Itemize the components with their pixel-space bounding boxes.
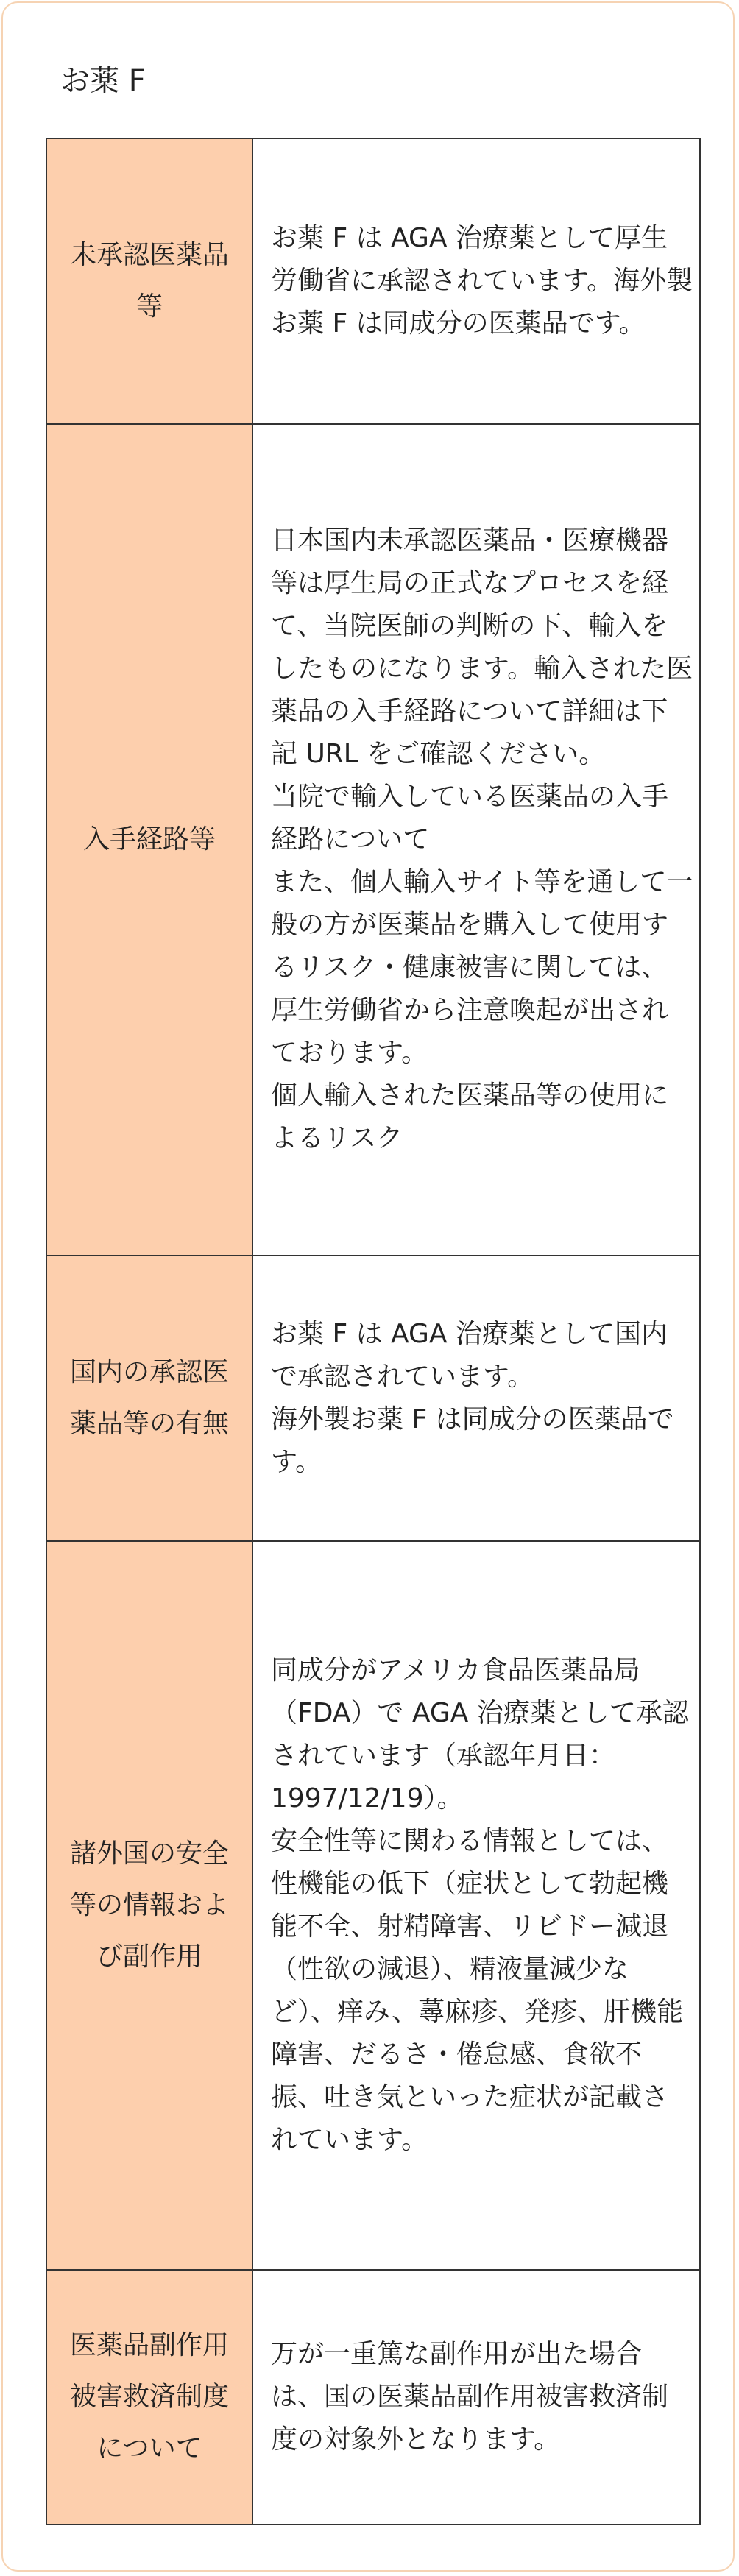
row-paragraph: また、個人輸入サイト等を通して一般の方が医薬品を購入して使用するリスク・健康被害に関しては、厚生労働省から注意喚起が出されております。 [271,867,693,1068]
row-paragraph: 万が一重篤な副作用が出た場合は、国の医薬品副作用被害救済制度の対象外となります。 [271,2339,669,2455]
row-label: 医薬品副作用被害救済制度について [69,2330,229,2463]
row-paragraph: お薬 F は AGA 治療薬として厚生労働省に承認されています。海外製お薬 F は同成分の医薬品です。 [271,223,693,339]
row-label: 諸外国の安全等の情報および副作用 [69,1839,229,1972]
drug-info-card [1,1,735,2572]
row-label-cell [46,1541,252,2270]
table-row-domestic-approval [46,1256,700,1541]
row-paragraph: 同成分がアメリカ食品医薬品局（FDA）で AGA 治療薬として承認されています（承認年月日：1997/12/19）。 [271,1655,689,1814]
row-paragraph: 海外製お薬 F は同成分の医薬品です。 [271,1404,674,1477]
row-paragraph: お薬 F は AGA 治療薬として国内で承認されています。 [271,1319,668,1392]
row-label-cell [46,1256,252,1541]
row-paragraph: 安全性等に関わる情報としては、性機能の低下（症状として勃起機能不全、射精障害、リビドー減退（性欲の減退）、精液量減少など）、痒み、蕁麻疹、発疹、肝機能障害、だるさ・倦怠感、食欲不振、吐き気といった症状が記載されています。 [271,1826,684,2155]
row-label-cell [46,138,252,424]
table-row-unapproved-drug [46,138,700,424]
row-label: 国内の承認医薬品等の有無 [69,1357,229,1439]
table-row-relief-system [46,2270,700,2524]
row-content-cell [252,1541,700,2270]
row-label: 入手経路等 [82,824,216,854]
table-row-acquisition-route [46,424,700,1256]
row-label: 未承認医薬品等 [69,240,229,322]
drug-info-table [46,138,701,2525]
table-row-foreign-safety-info [46,1541,700,2270]
row-paragraph: 日本国内未承認医薬品・医療機器等は厚生局の正式なプロセスを経て、当院医師の判断の下、輸入をしたものになります。輸入された医薬品の入手経路について詳細は下記 URL をご確認ください。 [271,526,693,769]
row-content-cell [252,424,700,1256]
row-paragraph: 個人輸入された医薬品等の使用によるリスク [271,1080,669,1153]
row-paragraph: 当院で輸入している医薬品の入手経路について [271,782,669,854]
row-content-cell [252,1256,700,1541]
row-label-cell [46,424,252,1256]
row-content-cell [252,2270,700,2524]
row-content-cell [252,138,700,424]
card-title: お薬 F [60,64,146,98]
row-label-cell [46,2270,252,2524]
